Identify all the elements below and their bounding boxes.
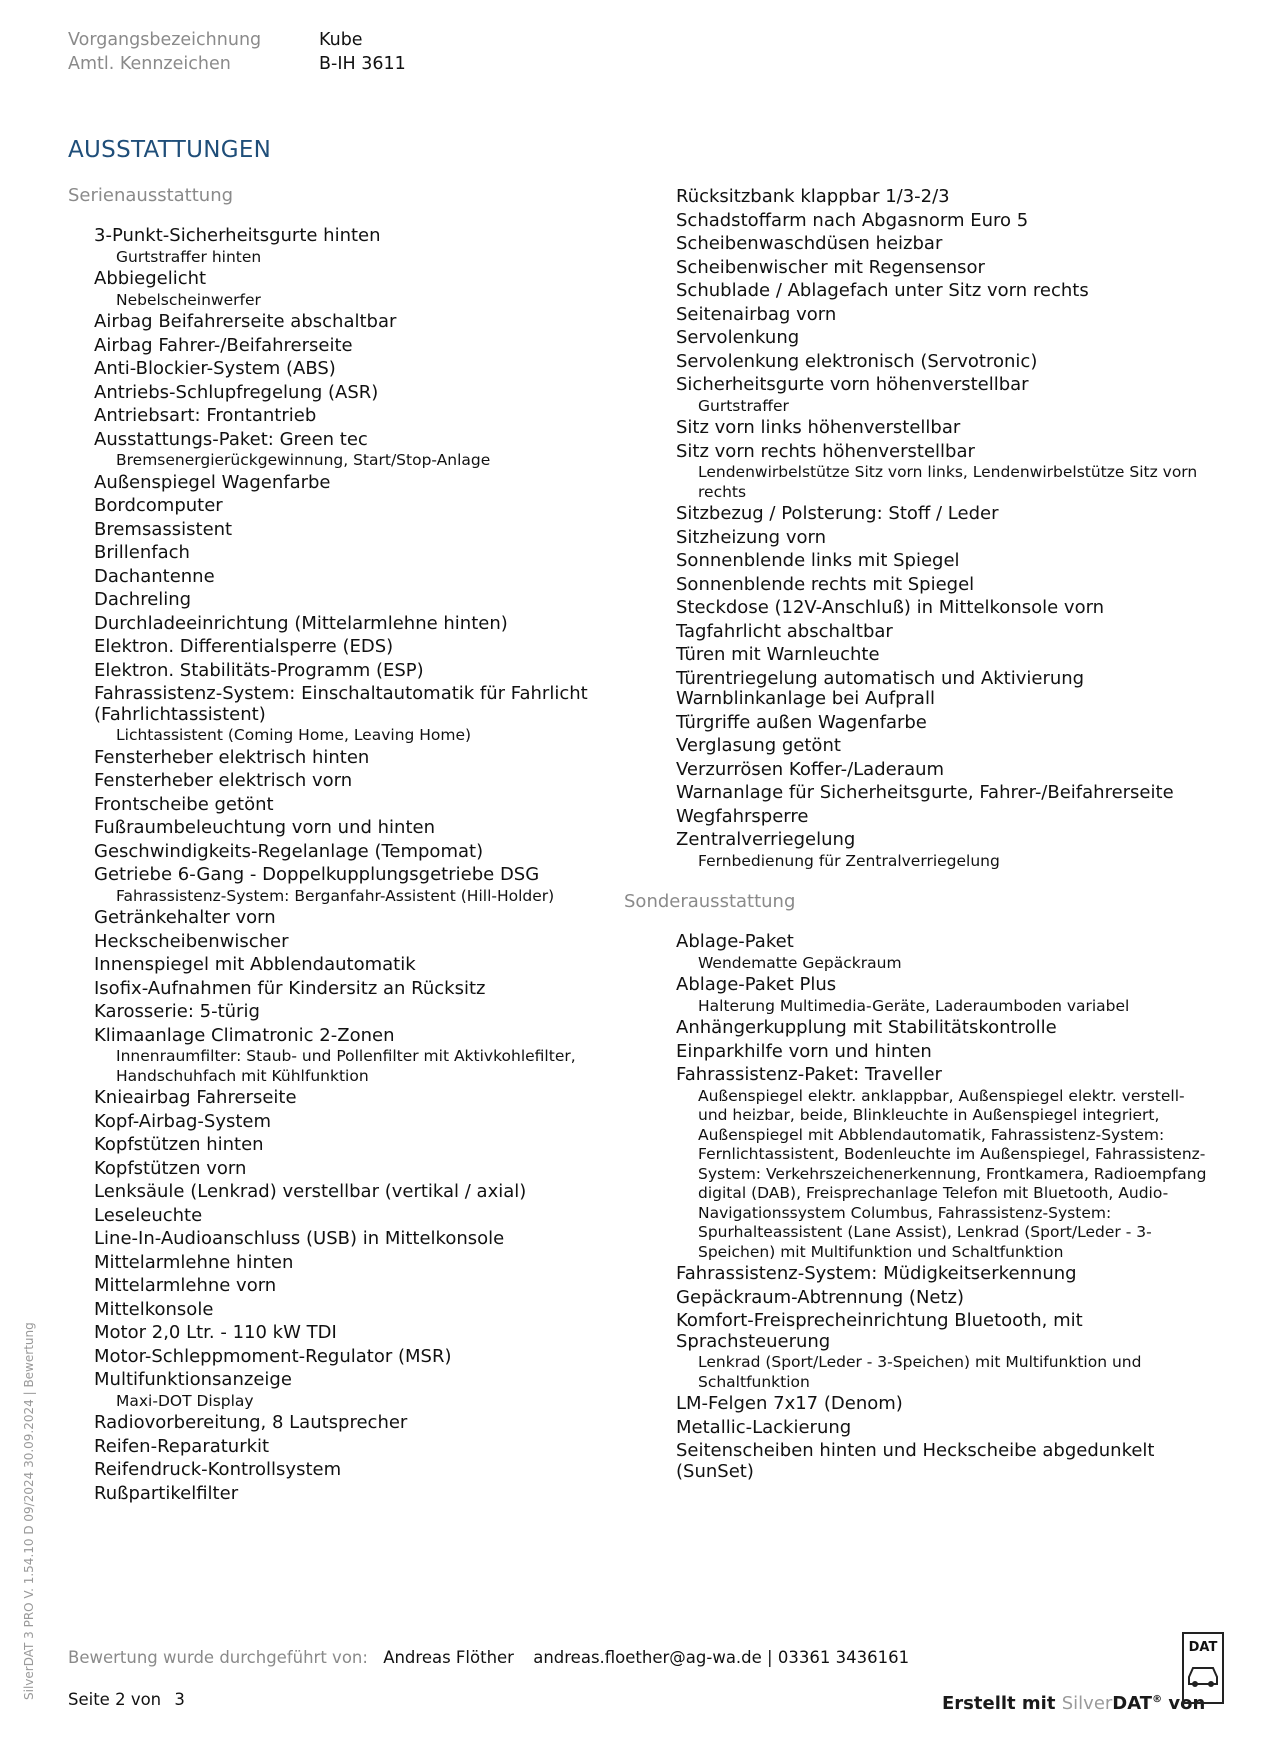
equipment-label: Warnanlage für Sicherheitsgurte, Fahrer-/Beifahrerseite [676,782,1174,803]
equipment-item [68,1411,613,1435]
equipment-label: Gepäckraum-Abtrennung (Netz) [676,1286,965,1308]
evaluator-label: Bewertung wurde durchgeführt von: [68,1648,368,1667]
equipment-list [650,930,1210,1483]
equipment-label: Abbiegelicht [94,268,207,289]
equipment-label: Metallic-Lackierung [676,1416,852,1438]
page-word: Seite 2 von [68,1690,162,1709]
equipment-label: Multifunktionsanzeige [94,1369,292,1390]
equipment-label: Sicherheitsgurte vorn höhenverstellbar [676,374,1029,395]
equipment-item [68,635,613,659]
equipment-item [68,977,613,1001]
header-label: Vorgangsbezeichnung [68,30,262,50]
equipment-label: Sitzbezug / Polsterung: Stoff / Leder [676,503,999,524]
equipment-item [650,1016,1210,1040]
equipment-label: Türen mit Warnleuchte [676,644,880,665]
equipment-label: Anhängerkupplung mit Stabilitätskontrolle [676,1017,1057,1038]
equipment-label: Sitzheizung vorn [676,526,826,548]
equipment-label: Durchladeeinrichtung (Mittelarmlehne hinten) [94,612,508,634]
equipment-sublabel: Nebelscheinwerfer [116,290,261,309]
equipment-item [68,1000,613,1024]
equipment-item [650,416,1210,440]
brand-prefix: Erstellt mit [942,1693,1056,1714]
equipment-sublabel: Lendenwirbelstütze Sitz vorn links, Lendenwirbelstütze Sitz vorn rechts [698,463,1198,501]
equipment-item [68,1204,613,1228]
equipment-label: Fahrassistenz-System: Einschaltautomatik für Fahrlicht (Fahrlichtassistent) [94,683,588,725]
equipment-label: Seitenairbag vorn [676,303,837,325]
header-label: Amtl. Kennzeichen [68,54,231,74]
brand-reg: ® [1152,1694,1163,1705]
equipment-label: Fahrassistenz-System: Müdigkeitserkennung [676,1263,1077,1284]
equipment-label: Schublade / Ablagefach unter Sitz vorn rechts [676,280,1089,301]
equipment-label: Einparkhilfe vorn und hinten [676,1040,932,1062]
equipment-label: Sitz vorn links höhenverstellbar [676,417,961,438]
equipment-item [650,1416,1210,1440]
equipment-label: Seitenscheiben hinten und Heckscheibe abgedunkelt (SunSet) [676,1440,1155,1482]
equipment-label: Scheibenwaschdüsen heizbar [676,233,943,254]
brand-suffix: von [1168,1693,1206,1714]
equipment-label: Fensterheber elektrisch hinten [94,746,370,768]
equipment-label: Antriebsart: Frontantrieb [94,405,317,426]
equipment-item [68,746,613,770]
equipment-label: Motor 2,0 Ltr. - 110 kW TDI [94,1322,337,1343]
equipment-item [68,224,613,267]
equipment-label: Getränkehalter vorn [94,907,276,928]
equipment-item [68,1133,613,1157]
equipment-label: Line-In-Audioanschluss (USB) in Mittelkonsole [94,1228,505,1249]
equipment-item [650,1040,1210,1064]
equipment-label: Brillenfach [94,542,190,563]
equipment-item [650,502,1210,526]
equipment-item [650,303,1210,327]
equipment-label: Knieairbag Fahrerseite [94,1087,297,1108]
equipment-item [68,357,613,381]
equipment-item [650,573,1210,597]
equipment-item [650,232,1210,256]
equipment-item [68,659,613,683]
equipment-item [68,682,613,746]
equipment-item [68,1482,613,1506]
brand-dat: DAT [1112,1693,1153,1714]
equipment-item [650,185,1210,209]
equipment-label: Innenspiegel mit Abblendautomatik [94,954,416,975]
equipment-item [650,350,1210,374]
equipment-item [650,667,1210,711]
equipment-label: Rücksitzbank klappbar 1/3-2/3 [676,186,950,207]
equipment-sublabel: Innenraumfilter: Staub- und Pollenfilter mit Aktivkohlefilter, Handschuhfach mit Kühlfunktion [116,1047,576,1085]
equipment-label: Türentriegelung automatisch und Aktivierung Warnblinkanlage bei Aufprall [676,667,1085,709]
equipment-item [650,828,1210,871]
header-row [68,52,406,76]
equipment-sublabel: Wendematte Gepäckraum [698,953,902,972]
equipment-item [650,781,1210,805]
equipment-item [650,1439,1210,1483]
equipment-label: Zentralverriegelung [676,829,856,850]
equipment-item [650,1392,1210,1416]
equipment-label: Getriebe 6-Gang - Doppelkupplungsgetriebe DSG [94,864,540,885]
dat-logo [1182,1632,1224,1704]
equipment-item [68,1024,613,1087]
equipment-label: Bordcomputer [94,495,223,516]
brand-line [942,1693,1205,1714]
equipment-label: Wegfahrsperre [676,805,809,827]
equipment-label: Antriebs-Schlupfregelung (ASR) [94,381,379,403]
equipment-item [68,310,613,334]
equipment-item [68,334,613,358]
equipment-label: 3-Punkt-Sicherheitsgurte hinten [94,225,381,246]
equipment-item [650,209,1210,233]
equipment-item [68,953,613,977]
equipment-item [650,1262,1210,1286]
equipment-label: Frontscheibe getönt [94,793,274,815]
equipment-label: Airbag Beifahrerseite abschaltbar [94,311,397,332]
equipment-label: Mittelarmlehne hinten [94,1251,294,1273]
equipment-item [68,428,613,471]
evaluator-name: Andreas Flöther [383,1648,514,1667]
header-row [68,28,406,52]
car-icon [1184,1655,1222,1691]
page-total: 3 [174,1690,185,1709]
equipment-sublabel: Maxi-DOT Display [116,1391,254,1410]
page-title: AUSSTATTUNGEN [68,137,272,163]
section-heading-serien: Serienausstattung [68,185,234,206]
equipment-item [68,612,613,636]
equipment-label: Radiovorbereitung, 8 Lautsprecher [94,1412,408,1433]
equipment-label: Kopfstützen hinten [94,1134,264,1155]
side-version-text: SilverDAT 3 PRO V. 1.54.10 D 09/2024 30.09.2024 | Bewertung [22,1322,36,1700]
equipment-label: Elektron. Differentialsperre (EDS) [94,636,394,657]
equipment-label: Lenksäule (Lenkrad) verstellbar (vertikal / axial) [94,1181,527,1202]
equipment-item [650,549,1210,573]
equipment-item [650,734,1210,758]
equipment-item [650,256,1210,280]
equipment-item [68,1458,613,1482]
equipment-label: Scheibenwischer mit Regensensor [676,256,985,278]
equipment-label: Fahrassistenz-Paket: Traveller [676,1064,942,1085]
equipment-item [68,793,613,817]
equipment-item [650,1063,1210,1262]
equipment-sublabel: Lichtassistent (Coming Home, Leaving Home) [116,726,472,744]
equipment-label: Komfort-Freisprecheinrichtung Bluetooth, mit Sprachsteuerung [676,1310,1083,1352]
equipment-label: Ablage-Paket Plus [676,974,837,995]
equipment-sublabel: Fernbedienung für Zentralverriegelung [698,851,1000,870]
left-column [68,185,613,1505]
equipment-label: Motor-Schleppmoment-Regulator (MSR) [94,1345,452,1367]
equipment-sublabel: Halterung Multimedia-Geräte, Laderaumboden variabel [698,996,1130,1015]
equipment-label: Sonnenblende rechts mit Spiegel [676,573,975,595]
header-info [68,28,406,76]
equipment-item [68,267,613,310]
equipment-item [68,1435,613,1459]
equipment-label: Ablage-Paket [676,931,794,952]
equipment-sublabel: Gurtstraffer hinten [116,247,262,266]
equipment-label: Mittelarmlehne vorn [94,1275,277,1296]
equipment-item [68,471,613,495]
equipment-item [650,643,1210,667]
equipment-item [68,769,613,793]
dat-logo-text: DAT [1188,1640,1218,1655]
equipment-item [68,1321,613,1345]
equipment-item [68,588,613,612]
equipment-label: Servolenkung [676,327,800,348]
equipment-label: Sitz vorn rechts höhenverstellbar [676,440,975,462]
header-value: Kube [319,30,363,50]
equipment-item [68,1110,613,1134]
equipment-item [650,930,1210,973]
equipment-item [68,1227,613,1251]
equipment-item [68,565,613,589]
evaluator-contact: andreas.floether@ag-wa.de | 03361 3436161 [533,1648,910,1667]
equipment-label: Ausstattungs-Paket: Green tec [94,428,368,450]
equipment-item [68,494,613,518]
equipment-item [650,620,1210,644]
equipment-item [68,1368,613,1411]
equipment-label: Airbag Fahrer-/Beifahrerseite [94,334,353,356]
equipment-label: Heckscheibenwischer [94,930,289,952]
equipment-label: Elektron. Stabilitäts-Programm (ESP) [94,659,424,681]
equipment-list [68,224,613,1505]
equipment-sublabel: Lenkrad (Sport/Leder - 3-Speichen) mit Multifunktion und Schaltfunktion [698,1353,1142,1391]
equipment-label: Servolenkung elektronisch (Servotronic) [676,350,1038,372]
equipment-label: Karosserie: 5-türig [94,1001,260,1022]
page-number [68,1690,193,1709]
equipment-label: Dachreling [94,589,192,610]
equipment-label: Schadstoffarm nach Abgasnorm Euro 5 [676,209,1029,231]
equipment-item [68,863,613,906]
equipment-item [650,1286,1210,1310]
section-heading-sonder: Sonderausstattung [624,891,796,912]
equipment-item [68,1345,613,1369]
equipment-item [650,279,1210,303]
equipment-label: Kopfstützen vorn [94,1157,247,1179]
equipment-label: Dachantenne [94,565,215,587]
equipment-item [68,1298,613,1322]
equipment-sublabel: Bremsenergierückgewinnung, Start/Stop-Anlage [116,451,491,469]
equipment-label: Leseleuchte [94,1204,203,1226]
equipment-item [68,930,613,954]
equipment-label: Fensterheber elektrisch vorn [94,770,353,791]
equipment-item [68,381,613,405]
equipment-item [68,906,613,930]
equipment-label: Verzurrösen Koffer-/Laderaum [676,758,945,780]
footer-evaluator [68,1648,909,1667]
equipment-label: Türgriffe außen Wagenfarbe [676,711,927,733]
equipment-item [68,541,613,565]
equipment-label: LM-Felgen 7x17 (Denom) [676,1393,903,1414]
equipment-label: Mittelkonsole [94,1298,214,1320]
equipment-label: Kopf-Airbag-System [94,1110,272,1132]
equipment-item [68,404,613,428]
equipment-label: Steckdose (12V-Anschluß) in Mittelkonsole vorn [676,597,1105,618]
equipment-label: Klimaanlage Climatronic 2-Zonen [94,1024,395,1046]
equipment-sublabel: Gurtstraffer [698,396,789,415]
equipment-item [68,816,613,840]
equipment-item [68,840,613,864]
equipment-sublabel: Fahrassistenz-System: Berganfahr-Assistent (Hill-Holder) [116,886,555,905]
equipment-label: Rußpartikelfilter [94,1482,239,1504]
equipment-label: Sonnenblende links mit Spiegel [676,550,960,571]
equipment-item [650,326,1210,350]
equipment-label: Bremsassistent [94,518,233,540]
equipment-label: Außenspiegel Wagenfarbe [94,471,331,493]
equipment-item [650,373,1210,416]
equipment-item [650,526,1210,550]
brand-silver: Silver [1061,1693,1113,1714]
header-value: B-IH 3611 [319,54,406,74]
equipment-list [650,185,1210,871]
equipment-item [68,518,613,542]
equipment-label: Fußraumbeleuchtung vorn und hinten [94,817,435,838]
equipment-label: Reifendruck-Kontrollsystem [94,1459,342,1480]
equipment-item [650,1309,1210,1392]
equipment-item [650,711,1210,735]
equipment-item [68,1157,613,1181]
equipment-label: Geschwindigkeits-Regelanlage (Tempomat) [94,840,484,862]
equipment-label: Anti-Blockier-System (ABS) [94,358,336,379]
equipment-item [68,1086,613,1110]
equipment-item [650,805,1210,829]
equipment-sublabel: Außenspiegel elektr. anklappbar, Außenspiegel elektr. verstell- und heizbar, beide, Blinkleuchte in Außenspiegel integriert, Außenspiegel mit Abblendautomatik, Fahrassistenz-System: Fernlichtassistent, Bodenleuchte im Außenspiegel, Fahrassistenz-System: Verkehrszeichenerkennung, Frontkamera, Radioempfang digital (DAB), Freisprechanlage Telefon mit Bluetooth, Audio-Navigationssystem Columbus, Fahrassistenz-System: Spurhalteassistent (Lane Assist), Lenkrad (Sport/Leder - 3-Speichen) mit Multifunktion und Schaltfunktion [698,1086,1207,1261]
equipment-item [68,1251,613,1275]
equipment-item [650,758,1210,782]
equipment-item [650,596,1210,620]
equipment-label: Verglasung getönt [676,735,841,756]
equipment-label: Tagfahrlicht abschaltbar [676,620,893,642]
right-column [624,185,1210,1483]
equipment-item [650,440,1210,503]
equipment-item [68,1274,613,1298]
equipment-label: Isofix-Aufnahmen für Kindersitz an Rücksitz [94,977,486,999]
equipment-item [68,1180,613,1204]
equipment-item [650,973,1210,1016]
equipment-label: Reifen-Reparaturkit [94,1435,270,1457]
